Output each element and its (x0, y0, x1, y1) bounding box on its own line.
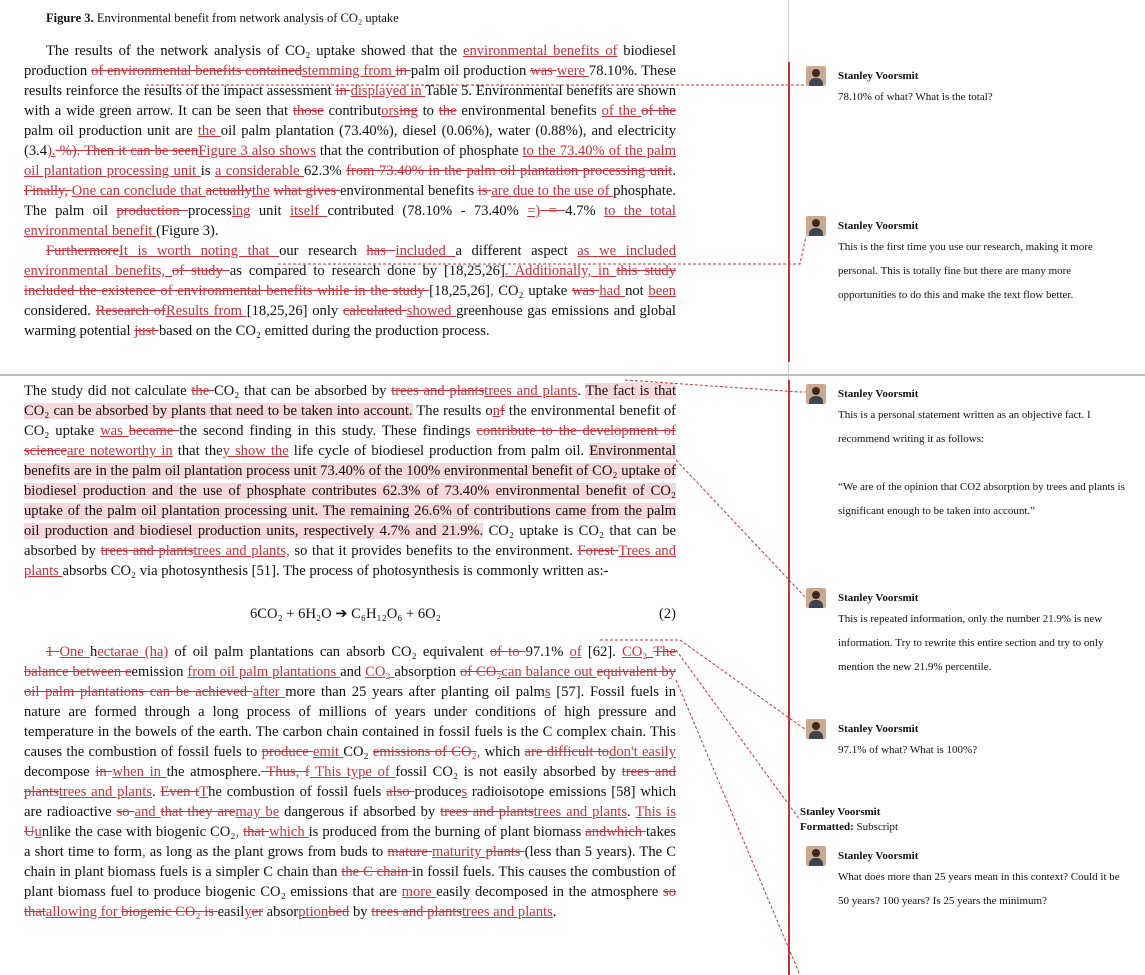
inserted-text: One (59, 644, 90, 660)
document-body-top[interactable] (24, 41, 676, 341)
inserted-text: , (235, 824, 240, 840)
text-run: environmental benefits (456, 103, 602, 119)
deleted-text: emissions of CO₂ (372, 744, 477, 760)
text-run: palm oil production unit are (24, 123, 198, 139)
inserted-text: . Additionally, in (504, 263, 617, 279)
deleted-text: are difficult to (524, 744, 610, 760)
deleted-text: the (438, 103, 457, 119)
text-run: easily decomposed in the atmosphere (436, 884, 664, 900)
inserted-text: maturity (432, 844, 486, 860)
text-run: The study did not calculate (24, 383, 192, 399)
deleted-text: the (191, 383, 214, 399)
text-run: is (200, 163, 215, 179)
comment-author: Stanley Voorsmit (838, 723, 919, 735)
inserted-text: , (141, 844, 146, 860)
inserted-text: emit (312, 744, 344, 760)
text-run: emission (131, 664, 188, 680)
inserted-text: after (252, 684, 286, 700)
deleted-text: this study included the existence of environmental benefits while in the study (24, 263, 677, 299)
inserted-text: T (199, 784, 209, 800)
deleted-text: from 73.40% in the palm oil plantation processing unit (346, 163, 673, 179)
deleted-text: those (292, 103, 324, 119)
inserted-text: had (599, 283, 626, 299)
text-run: process (188, 203, 232, 219)
text-run: absorption (394, 664, 460, 680)
text-run: considered. (24, 303, 96, 319)
inserted-text: stemming from (301, 63, 396, 79)
text-run: greenhouse gas emissions and global warming potential (24, 303, 676, 339)
inserted-text: don't easily (609, 744, 676, 760)
comment-quote: “We are of the opinion that CO2 absorption by trees and plants is significant enough to be taken into account.” (838, 481, 1125, 517)
inserted-text: y (244, 904, 252, 920)
text-run: oil palm plantation (73.40%), diesel (0.06%), water (0.88%), and electricity (3.4 (24, 123, 676, 159)
inserted-text: environmental benefits of (462, 43, 618, 59)
text-run: 97.1% (525, 644, 570, 660)
inserted-text: ing (231, 203, 251, 219)
text-run: which (480, 744, 525, 760)
comment-author: Stanley Voorsmit (838, 592, 919, 604)
deleted-text: the C chain (341, 864, 413, 880)
inserted-text: =) (527, 203, 541, 219)
inserted-text: trees and plants (58, 784, 152, 800)
inserted-text: included (395, 243, 456, 259)
deleted-text: Forest (577, 543, 619, 559)
text-run: fossil CO₂ is not easily absorbed by (395, 764, 622, 780)
inserted-text: trees and plants (533, 804, 627, 820)
comment-text: What does more than 25 years mean in this context? Could it be 50 years? 100 years? Is 25 years the minimum? (838, 871, 1120, 907)
comment-author: Stanley Voorsmit (838, 388, 919, 400)
text-run: easil (217, 904, 245, 920)
deleted-text: trees and plants (440, 804, 534, 820)
deleted-text: calculated (342, 303, 407, 319)
deleted-text: bed (328, 904, 350, 920)
inserted-text: ption (298, 904, 329, 920)
inserted-text: , (476, 744, 481, 760)
text-run: produce (414, 784, 462, 800)
text-run: environmental benefits (339, 183, 478, 199)
text-run: [18,25,26] only (246, 303, 343, 319)
equation (24, 604, 676, 624)
commented-text: The fact is that CO₂ can be absorbed by plants that need to be taken into account. (24, 383, 677, 419)
avatar (806, 66, 826, 86)
inserted-text: were (556, 63, 589, 79)
text-run: biodiesel production (24, 43, 676, 79)
text-run: decompose (24, 764, 96, 780)
document-page-top (0, 0, 789, 374)
text-run: 4.7% (565, 203, 605, 219)
inserted-text: ors (381, 103, 400, 119)
deleted-text: er (251, 904, 263, 920)
deleted-text: so (116, 804, 135, 820)
deleted-text: %). Then it can be seen (55, 143, 199, 159)
avatar (806, 719, 826, 739)
text-run: (less than 5 years). The C chain in plant biomass fuels is a simpler C chain than (24, 844, 677, 880)
inserted-text: Figure 3 also shows (198, 143, 316, 159)
deleted-text: of environmental benefits contained (91, 63, 302, 79)
deleted-text: plants (485, 844, 525, 860)
paragraph[interactable] (24, 41, 676, 241)
text-run: so that it provides benefits to the environment. (289, 543, 578, 559)
deleted-text: Finally, (24, 183, 72, 199)
text-run: that the (172, 443, 223, 459)
text-run: dangerous if absorbed by (279, 804, 441, 820)
comment-text: 78.10% of what? What is the total? (838, 91, 993, 103)
inserted-text: when in (112, 764, 167, 780)
deleted-text: in (335, 83, 351, 99)
inserted-text: This is (635, 804, 677, 820)
text-run: more than 25 years after planting oil palm (285, 684, 545, 700)
text-run: by (349, 904, 372, 920)
text-run: 62.3% (304, 163, 347, 179)
deleted-text: Even t (160, 784, 200, 800)
figure-caption: Figure 3. Environmental benefit from network analysis of CO₂ uptake (46, 11, 399, 25)
deleted-text: what gives (273, 183, 340, 199)
deleted-text: Thus, f (261, 764, 310, 780)
text-run: absorbs CO₂ via photosynthesis [51]. The process of photosynthesis is commonly written as:- (62, 563, 609, 579)
text-run: The results of the network analysis of CO₂ uptake showed that the (46, 43, 463, 59)
deleted-text: trees and plants (100, 543, 194, 559)
inserted-text: are noteworthy in (66, 443, 173, 459)
inserted-text: CO₂ (622, 644, 654, 660)
inserted-text: from oil palm plantations (187, 664, 341, 680)
deleted-text: mature (387, 844, 432, 860)
deleted-text: ing (399, 103, 418, 119)
deleted-text: that (243, 824, 269, 840)
deleted-text: Research of (95, 303, 166, 319)
deleted-text: trees and plants (24, 764, 676, 800)
comment-author: Stanley Voorsmit (800, 806, 881, 818)
document-page-bottom (0, 376, 789, 975)
inserted-text: displayed in (350, 83, 426, 99)
text-run: contribut (323, 103, 382, 119)
inserted-text: n (492, 403, 500, 419)
deleted-text: just (134, 323, 159, 339)
deleted-text: of study (172, 263, 230, 279)
inserted-text: Trees and plants (24, 543, 677, 579)
comment[interactable] (806, 385, 1126, 523)
comment[interactable] (806, 720, 1126, 762)
deleted-text: actually (205, 183, 252, 199)
deleted-text: also (386, 784, 415, 800)
text-run: h (89, 644, 98, 660)
text-run: . (627, 804, 636, 820)
inserted-text: showed (406, 303, 457, 319)
inserted-text: are due to the use of (491, 183, 614, 199)
text-run: (Figure 3). (156, 223, 219, 239)
deleted-text: and (585, 824, 607, 840)
comment[interactable] (806, 589, 1126, 679)
equation-number: (2) (658, 606, 676, 622)
inserted-text: been (648, 283, 676, 299)
deleted-text: The balance between e (24, 644, 676, 680)
inserted-text: One can conclude that (71, 183, 206, 199)
deleted-text: U (24, 824, 35, 840)
inserted-text: , (489, 283, 494, 299)
deleted-text: became (128, 423, 180, 439)
inserted-text: which (268, 824, 309, 840)
deleted-text: of the (641, 103, 677, 119)
deleted-text: is (477, 183, 492, 199)
text-run: phosphate. The palm oil (24, 183, 676, 219)
text-run: as long as the plant grows from buds to (145, 844, 388, 860)
text-run: based on the CO₂ emitted during the production process. (158, 323, 490, 339)
deleted-text: which (606, 824, 646, 840)
text-run: absor (262, 904, 299, 920)
text-run: as compared to research done by [18,25,26] (229, 263, 505, 279)
inserted-text: trees and plants (461, 904, 553, 920)
inserted-text: itself (289, 203, 328, 219)
deleted-text: trees and plants (391, 383, 485, 399)
deleted-text: production (116, 203, 189, 219)
text-run: not (625, 283, 649, 299)
inserted-text: trees and plants, (193, 543, 290, 559)
text-run: Table 5. Environmental benefits are shown with a wide green arrow. It can be seen that (24, 83, 676, 119)
paragraph[interactable] (24, 642, 676, 922)
deleted-text: was (571, 283, 600, 299)
inserted-text: This type of (309, 764, 396, 780)
inserted-text: and (134, 804, 161, 820)
inserted-text: ectarae (ha) (97, 644, 169, 660)
deleted-text: has (366, 243, 396, 259)
avatar (806, 384, 826, 404)
inserted-text: y show the (222, 443, 289, 459)
deleted-text: f (499, 403, 505, 419)
inserted-text: of (569, 644, 582, 660)
text-run: and (340, 664, 366, 680)
inserted-text: CO₂ (365, 664, 395, 680)
text-run: unit (250, 203, 290, 219)
deleted-text: was (530, 63, 557, 79)
deleted-text: = (540, 203, 566, 219)
deleted-text: of CO₂ (459, 664, 502, 680)
inserted-text: more (401, 884, 437, 900)
inserted-text: It is worth noting that (118, 243, 280, 259)
deleted-text: biogenic CO₂ is (121, 904, 218, 920)
equation-formula: 6CO₂ + 6H₂O ➔ C₆H₁₂O₆ + 6O₂ (250, 606, 441, 622)
document-body-bottom[interactable] (24, 381, 676, 922)
text-run: palm oil production (410, 63, 531, 79)
deleted-text: trees and plants (371, 904, 462, 920)
inserted-text: trees and plants (484, 383, 578, 399)
text-run: contributed (78.10% - 73.40% (327, 203, 528, 219)
inserted-text: to the 73.40% of the palm oil plantation processing unit (24, 143, 676, 179)
paragraph[interactable] (24, 381, 676, 581)
deleted-text: of to (489, 644, 526, 660)
text-run: radioisotope emissions [58] which are radioactive (24, 784, 676, 820)
text-run: in fossil fuels. This causes the combustion of plant biomass fuel to produce biogenic CO₂ emissions that are (24, 864, 676, 900)
format-change-note[interactable] (800, 805, 1120, 835)
text-run: The results o (412, 403, 493, 419)
text-run: . (577, 383, 586, 399)
text-run: . (672, 163, 676, 179)
inserted-text: the (197, 123, 221, 139)
text-run: our research (279, 243, 367, 259)
formatted-label: Formatted: (800, 821, 854, 833)
text-run: the second finding in this study. These findings (179, 423, 477, 439)
text-run: [57]. Fossil fuels in nature are formed through a long process of millions of years under conditions of high pressure and temperature in the bowels of the earth. The carbon chain contained in fossil fuels is the C complex chain. This causes the combustion of fossil fuels to (24, 684, 676, 760)
deleted-text: that they are (160, 804, 236, 820)
comment-author: Stanley Voorsmit (838, 70, 919, 82)
text-run: of oil palm plantations can absorb CO₂ equivalent (168, 644, 490, 660)
text-run: the environmental benefit of CO₂ uptake (24, 403, 676, 439)
inserted-text: as we included environmental benefits, (24, 243, 677, 279)
inserted-text: may be (235, 804, 280, 820)
text-run: nlike the case with biogenic CO₂ (41, 824, 236, 840)
comment-bar (788, 380, 790, 975)
inserted-text: to the total environmental benefit (24, 203, 676, 239)
comment[interactable] (806, 67, 1126, 109)
inserted-text: s (461, 784, 468, 800)
text-run: [18,25,26] (429, 283, 490, 299)
inserted-text: u (34, 824, 42, 840)
text-run: a different aspect (455, 243, 578, 259)
inserted-text: was (100, 423, 129, 439)
comment-author: Stanley Voorsmit (838, 220, 919, 232)
inserted-text: of the (601, 103, 642, 119)
deleted-text: contribute to the development of science (24, 423, 676, 459)
avatar (806, 216, 826, 236)
text-run: . (552, 904, 557, 920)
paragraph[interactable] (24, 241, 676, 341)
inserted-text: ). (47, 143, 56, 159)
text-run: 78.10%. These results reinforce the results of the impact assessment (24, 63, 676, 99)
avatar (806, 588, 826, 608)
text-run: that the contribution of phosphate (315, 143, 523, 159)
text-run: . (151, 784, 161, 800)
comment-text: This is the first time you use our research, making it more personal. This is totally fine but there are many more opportunities to do this and make the text flow better. (838, 241, 1093, 301)
deleted-text: 1 (46, 644, 60, 660)
comment-text: 97.1% of what? What is 100%? (838, 744, 978, 756)
text-run: CO₂ (343, 744, 373, 760)
text-run: CO₂ uptake is CO₂ that can be absorbed by (24, 523, 676, 559)
inserted-text: a considerable (214, 163, 304, 179)
deleted-text: so that (24, 884, 676, 920)
text-run: he combustion of fossil fuels (208, 784, 387, 800)
inserted-text: can balance out (501, 664, 597, 680)
inserted-text: the (251, 183, 270, 199)
deleted-text: in (395, 63, 411, 79)
comment[interactable] (806, 217, 1126, 307)
commented-text: Environmental benefits are in the palm oil plantation process unit 73.40% of the 100% environmental benefit of CO₂ uptake of biodiesel production and the use of phosphate contributes 62.3% of 73.40% environmental benefit of CO₂ uptake of the palm oil plantation processing unit. The remaining 26.6% of contributions came from the palm oil production and biodiesel production units, respectively 4.7% and 21.9%. (24, 443, 676, 539)
text-run: the atmosphere. (166, 764, 262, 780)
inserted-text: allowing for (45, 904, 122, 920)
text-run: [62]. (581, 644, 622, 660)
text-run: CO₂ uptake (493, 283, 572, 299)
inserted-text: s (544, 684, 551, 700)
text-run: life cycle of biodiesel production from palm oil. (288, 443, 590, 459)
comment-text: This is repeated information, only the number 21.9% is new information. Try to rewrite this entire section and try to only mention the new 21.9% percentile. (838, 613, 1104, 673)
text-run: to (417, 103, 439, 119)
text-run: takes a short time to form (24, 824, 676, 860)
comment[interactable] (806, 847, 1126, 913)
deleted-text: in (95, 764, 113, 780)
deleted-text: produce (261, 744, 313, 760)
comment-bar (788, 62, 790, 362)
text-run: CO₂ that can be absorbed by (213, 383, 392, 399)
comment-author: Stanley Voorsmit (838, 850, 919, 862)
formatted-value: Subscript (856, 821, 899, 833)
inserted-text: Results from (165, 303, 247, 319)
text-run: is produced from the burning of plant biomass (308, 824, 586, 840)
comment-text: This is a personal statement written as an objective fact. I recommend writing it as follows: (838, 409, 1091, 445)
deleted-text: equivalent by oil palm plantations can be achieved (24, 664, 676, 700)
deleted-text: Furthermore (46, 243, 119, 259)
avatar (806, 846, 826, 866)
